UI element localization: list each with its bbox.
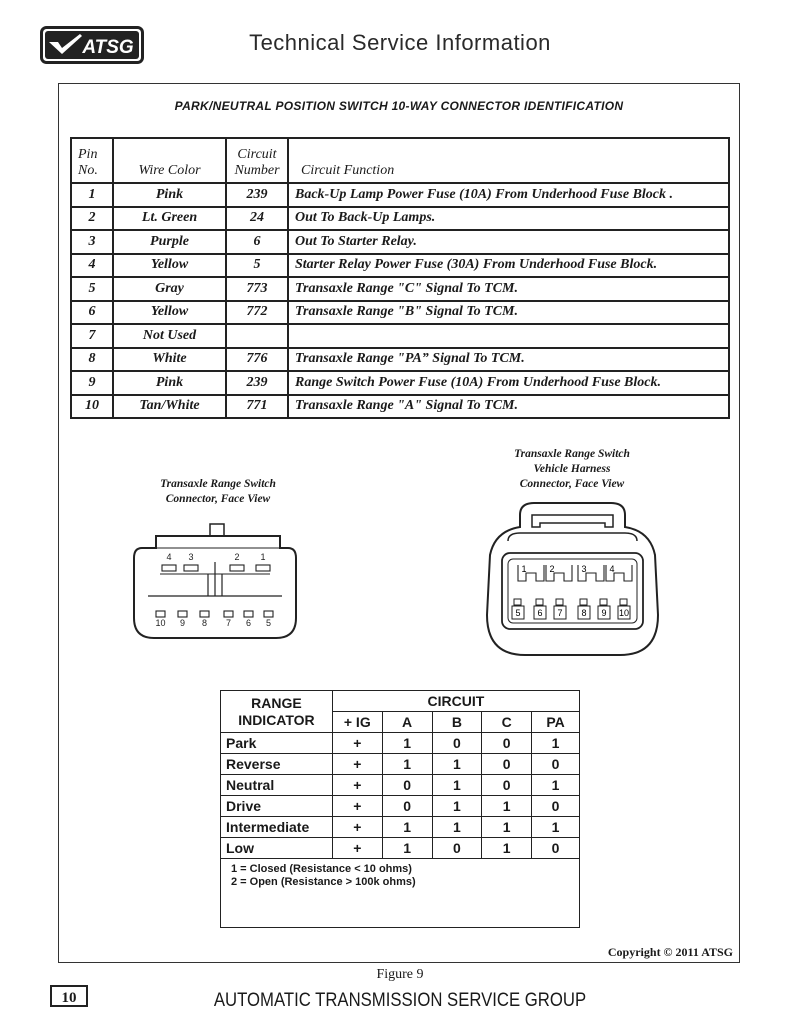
right-connector-face bbox=[480, 495, 665, 665]
left-pin-label: 7 bbox=[225, 618, 232, 628]
left-pin-terminal bbox=[162, 565, 176, 571]
circuit-state: 0 bbox=[432, 838, 482, 859]
circuit-number: 6 bbox=[226, 230, 288, 254]
circuit-number: 239 bbox=[226, 183, 288, 207]
circuit-function: Transaxle Range "B" Signal To TCM. bbox=[288, 301, 729, 325]
header-circuit-function: Circuit Function bbox=[288, 138, 729, 183]
header-circuit-column: A bbox=[382, 712, 432, 733]
table-row bbox=[71, 371, 729, 395]
header-circuit: CIRCUIT bbox=[332, 691, 579, 712]
range-notes: 1 = Closed (Resistance < 10 ohms) 2 = Open (Resistance > 100k ohms) bbox=[221, 859, 580, 928]
wire-color: Gray bbox=[113, 277, 226, 301]
right-pin-terminal bbox=[620, 599, 627, 605]
circuit-number: 773 bbox=[226, 277, 288, 301]
figure-label: Figure 9 bbox=[376, 967, 424, 982]
header-circuit-number: Circuit Number bbox=[226, 138, 288, 183]
header-circuit-column: + IG bbox=[332, 712, 382, 733]
circuit-state: 0 bbox=[532, 754, 580, 775]
range-name: Intermediate bbox=[221, 817, 333, 838]
circuit-state: 1 bbox=[432, 817, 482, 838]
left-pin-terminal bbox=[156, 611, 165, 617]
pin-number: 3 bbox=[71, 230, 113, 254]
left-pin-terminal bbox=[178, 611, 187, 617]
circuit-state: 1 bbox=[382, 817, 432, 838]
circuit-state: 0 bbox=[382, 775, 432, 796]
range-name: Low bbox=[221, 838, 333, 859]
left-pin-terminal bbox=[200, 611, 209, 617]
circuit-number: 24 bbox=[226, 207, 288, 231]
table-row bbox=[71, 230, 729, 254]
right-pin-label: 8 bbox=[581, 608, 587, 618]
right-pin-label: 10 bbox=[618, 608, 630, 618]
header-circuit-column: B bbox=[432, 712, 482, 733]
circuit-state: 1 bbox=[532, 733, 580, 754]
page-number: 10 bbox=[50, 985, 88, 1007]
range-name: Park bbox=[221, 733, 333, 754]
svg-text:ATSG: ATSG bbox=[82, 37, 134, 58]
pin-table bbox=[70, 137, 730, 419]
pin-number: 8 bbox=[71, 348, 113, 372]
left-connector-face bbox=[130, 518, 300, 643]
right-pin-label: 5 bbox=[515, 608, 521, 618]
table-row bbox=[71, 183, 729, 207]
circuit-state: 1 bbox=[432, 754, 482, 775]
circuit-state: 1 bbox=[432, 775, 482, 796]
circuit-function: Starter Relay Power Fuse (30A) From Underhood Fuse Block. bbox=[288, 254, 729, 278]
circuit-state: 1 bbox=[382, 733, 432, 754]
circuit-state: + bbox=[332, 775, 382, 796]
circuit-function: Back-Up Lamp Power Fuse (10A) From Underhood Fuse Block . bbox=[288, 183, 729, 207]
left-pin-terminal bbox=[264, 611, 273, 617]
circuit-state: 0 bbox=[482, 775, 532, 796]
circuit-function: Range Switch Power Fuse (10A) From Underhood Fuse Block. bbox=[288, 371, 729, 395]
left-pin-label: 4 bbox=[166, 552, 172, 562]
right-pin-terminal bbox=[580, 599, 587, 605]
table-row bbox=[221, 838, 580, 859]
left-pin-label: 6 bbox=[245, 618, 252, 628]
range-indicator-table bbox=[220, 690, 580, 928]
circuit-state: + bbox=[332, 733, 382, 754]
left-pin-terminal bbox=[230, 565, 244, 571]
circuit-state: 1 bbox=[482, 817, 532, 838]
right-pin-terminal bbox=[514, 599, 521, 605]
range-name: Reverse bbox=[221, 754, 333, 775]
table-row bbox=[71, 301, 729, 325]
pin-number: 9 bbox=[71, 371, 113, 395]
circuit-state: 0 bbox=[532, 796, 580, 817]
table-row bbox=[71, 395, 729, 419]
right-pin-label: 7 bbox=[557, 608, 563, 618]
page-title: Technical Service Information bbox=[249, 30, 551, 55]
left-pin-label: 2 bbox=[234, 552, 240, 562]
circuit-state: 0 bbox=[382, 796, 432, 817]
circuit-state: 0 bbox=[482, 733, 532, 754]
copyright: Copyright © 2011 ATSG bbox=[607, 945, 733, 959]
table-row bbox=[71, 254, 729, 278]
wire-color: Pink bbox=[113, 183, 226, 207]
header-circuit-column: C bbox=[482, 712, 532, 733]
table-row bbox=[71, 324, 729, 348]
left-pin-label: 10 bbox=[155, 618, 166, 628]
left-pin-label: 9 bbox=[179, 618, 186, 628]
table-row bbox=[71, 207, 729, 231]
circuit-function: Out To Starter Relay. bbox=[288, 230, 729, 254]
wire-color: Yellow bbox=[113, 301, 226, 325]
circuit-state: 1 bbox=[532, 817, 580, 838]
left-pin-label: 1 bbox=[260, 552, 266, 562]
circuit-state: 0 bbox=[432, 733, 482, 754]
table-row bbox=[221, 775, 580, 796]
wire-color: Pink bbox=[113, 371, 226, 395]
range-name: Neutral bbox=[221, 775, 333, 796]
wire-color: Tan/White bbox=[113, 395, 226, 419]
wire-color: Lt. Green bbox=[113, 207, 226, 231]
circuit-number bbox=[226, 324, 288, 348]
right-pin-label: 6 bbox=[537, 608, 543, 618]
range-name: Drive bbox=[221, 796, 333, 817]
pin-number: 6 bbox=[71, 301, 113, 325]
table-row bbox=[221, 733, 580, 754]
table-row bbox=[71, 348, 729, 372]
right-pin-terminal bbox=[536, 599, 543, 605]
table-row bbox=[221, 796, 580, 817]
circuit-function: Transaxle Range "A" Signal To TCM. bbox=[288, 395, 729, 419]
circuit-state: + bbox=[332, 754, 382, 775]
circuit-function bbox=[288, 324, 729, 348]
right-pin-terminal bbox=[600, 599, 607, 605]
left-pin-terminal bbox=[244, 611, 253, 617]
left-pin-terminal bbox=[184, 565, 198, 571]
table-row bbox=[221, 817, 580, 838]
left-pin-label: 3 bbox=[188, 552, 194, 562]
left-pin-label: 5 bbox=[265, 618, 272, 628]
pin-number: 4 bbox=[71, 254, 113, 278]
header-circuit-column: PA bbox=[532, 712, 580, 733]
footer-org-name: AUTOMATIC TRANSMISSION SERVICE GROUP bbox=[213, 990, 587, 1011]
figure-title: PARK/NEUTRAL POSITION SWITCH 10-WAY CONNECTOR IDENTIFICATION bbox=[174, 99, 624, 113]
circuit-number: 772 bbox=[226, 301, 288, 325]
circuit-state: 0 bbox=[482, 754, 532, 775]
right-pin-label: 2 bbox=[549, 564, 555, 574]
circuit-number: 239 bbox=[226, 371, 288, 395]
circuit-function: Transaxle Range "C" Signal To TCM. bbox=[288, 277, 729, 301]
left-pin-label: 8 bbox=[201, 618, 208, 628]
circuit-state: 1 bbox=[482, 796, 532, 817]
pin-table-header bbox=[71, 138, 729, 183]
header-pin-no: Pin No. bbox=[71, 138, 113, 183]
header-range-indicator: RANGE INDICATOR bbox=[221, 691, 333, 733]
right-pin-label: 1 bbox=[521, 564, 527, 574]
wire-color: White bbox=[113, 348, 226, 372]
circuit-state: + bbox=[332, 838, 382, 859]
circuit-state: + bbox=[332, 796, 382, 817]
pin-number: 7 bbox=[71, 324, 113, 348]
right-pin-label: 4 bbox=[609, 564, 615, 574]
left-connector-caption: Transaxle Range Switch Connector, Face View bbox=[160, 478, 276, 505]
right-pin-terminal bbox=[556, 599, 563, 605]
circuit-state: 1 bbox=[482, 838, 532, 859]
left-pin-terminal bbox=[256, 565, 270, 571]
circuit-state: 1 bbox=[382, 754, 432, 775]
wire-color: Purple bbox=[113, 230, 226, 254]
circuit-number: 776 bbox=[226, 348, 288, 372]
circuit-state: 1 bbox=[532, 775, 580, 796]
wire-color: Not Used bbox=[113, 324, 226, 348]
pin-number: 2 bbox=[71, 207, 113, 231]
circuit-function: Transaxle Range "PA” Signal To TCM. bbox=[288, 348, 729, 372]
table-row bbox=[71, 277, 729, 301]
circuit-number: 771 bbox=[226, 395, 288, 419]
wire-color: Yellow bbox=[113, 254, 226, 278]
pin-number: 5 bbox=[71, 277, 113, 301]
right-pin-label: 3 bbox=[581, 564, 587, 574]
table-row bbox=[221, 754, 580, 775]
circuit-function: Out To Back-Up Lamps. bbox=[288, 207, 729, 231]
pin-number: 1 bbox=[71, 183, 113, 207]
right-connector-caption: Transaxle Range Switch Vehicle Harness Connector, Face View bbox=[514, 448, 630, 490]
circuit-state: 1 bbox=[382, 838, 432, 859]
circuit-state: 0 bbox=[532, 838, 580, 859]
circuit-state: 1 bbox=[432, 796, 482, 817]
circuit-number: 5 bbox=[226, 254, 288, 278]
right-pin-label: 9 bbox=[601, 608, 607, 618]
header-wire-color: Wire Color bbox=[113, 138, 226, 183]
left-pin-terminal bbox=[224, 611, 233, 617]
circuit-state: + bbox=[332, 817, 382, 838]
pin-number: 10 bbox=[71, 395, 113, 419]
